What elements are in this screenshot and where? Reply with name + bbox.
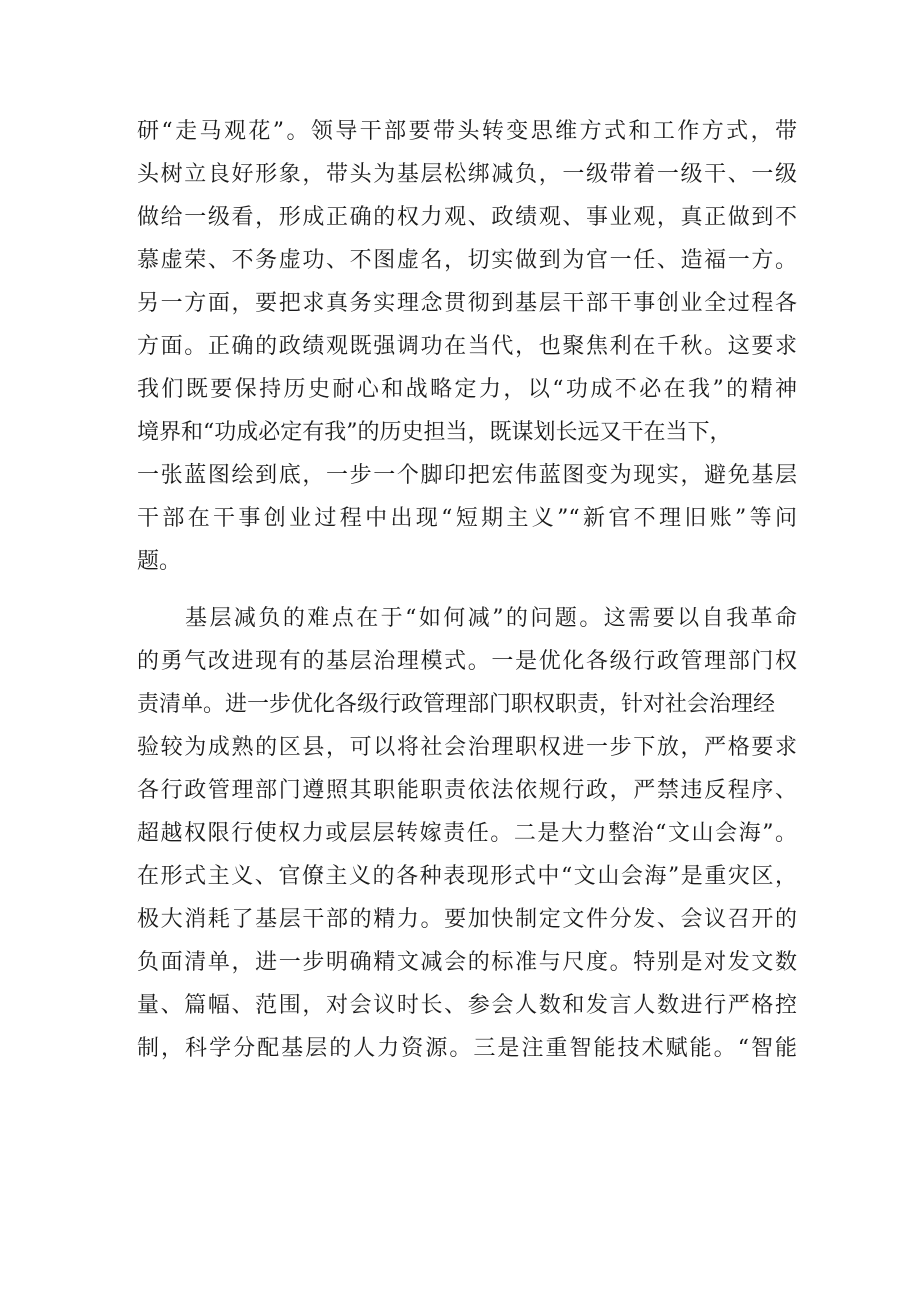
text-line: 责清单。进一步优化各级行政管理部门职权职责，针对社会治理经 bbox=[137, 692, 776, 717]
text-line: 干部在干事创业过程中出现“短期主义”“新官不理旧账”等问 bbox=[137, 506, 797, 531]
text-line: 做给一级看，形成正确的权力观、政绩观、事业观，真正做到不 bbox=[137, 205, 797, 230]
text-line: 负面清单，进一步明确精文减会的标准与尺度。特别是对发文数 bbox=[137, 950, 797, 975]
paragraph-2 bbox=[137, 597, 797, 1070]
text-line: 方面。正确的政绩观既强调功在当代，也聚焦利在千秋。这要求 bbox=[137, 334, 797, 359]
text-line: 境界和“功成必定有我”的历史担当，既谋划长远又干在当下， bbox=[137, 420, 732, 445]
text-line: 超越权限行使权力或层层转嫁责任。二是大力整治“文山会海”。 bbox=[137, 821, 797, 846]
paragraph-spacer bbox=[137, 583, 797, 597]
text-line: 在形式主义、官僚主义的各种表现形式中“文山会海”是重灾区， bbox=[137, 864, 797, 889]
text-line: 头树立良好形象，带头为基层松绑减负，一级带着一级干、一级 bbox=[137, 162, 797, 187]
body-text bbox=[137, 110, 797, 1070]
text-line: 我们既要保持历史耐心和战略定力，以“功成不必在我”的精神 bbox=[137, 377, 797, 402]
text-line: 验较为成熟的区县，可以将社会治理职权进一步下放，严格要求 bbox=[137, 735, 797, 760]
text-line: 另一方面，要把求真务实理念贯彻到基层干部干事创业全过程各 bbox=[137, 291, 797, 316]
text-line: 极大消耗了基层干部的精力。要加快制定文件分发、会议召开的 bbox=[137, 907, 797, 932]
text-line: 制，科学分配基层的人力资源。三是注重智能技术赋能。“智能 bbox=[137, 1036, 797, 1061]
text-line: 一张蓝图绘到底，一步一个脚印把宏伟蓝图变为现实，避免基层 bbox=[137, 463, 797, 488]
paragraph-1 bbox=[137, 110, 797, 583]
text-line: 题。 bbox=[137, 549, 182, 574]
text-line: 各行政管理部门遵照其职能职责依法依规行政，严禁违反程序、 bbox=[137, 778, 797, 803]
text-line: 研“走马观花”。领导干部要带头转变思维方式和工作方式，带 bbox=[137, 119, 797, 144]
text-line: 基层减负的难点在于“如何减”的问题。这需要以自我革命 bbox=[185, 606, 797, 631]
text-line: 的勇气改进现有的基层治理模式。一是优化各级行政管理部门权 bbox=[137, 649, 797, 674]
text-line: 量、篇幅、范围，对会议时长、参会人数和发言人数进行严格控 bbox=[137, 993, 797, 1018]
text-line: 慕虚荣、不务虚功、不图虚名，切实做到为官一任、造福一方。 bbox=[137, 248, 797, 273]
